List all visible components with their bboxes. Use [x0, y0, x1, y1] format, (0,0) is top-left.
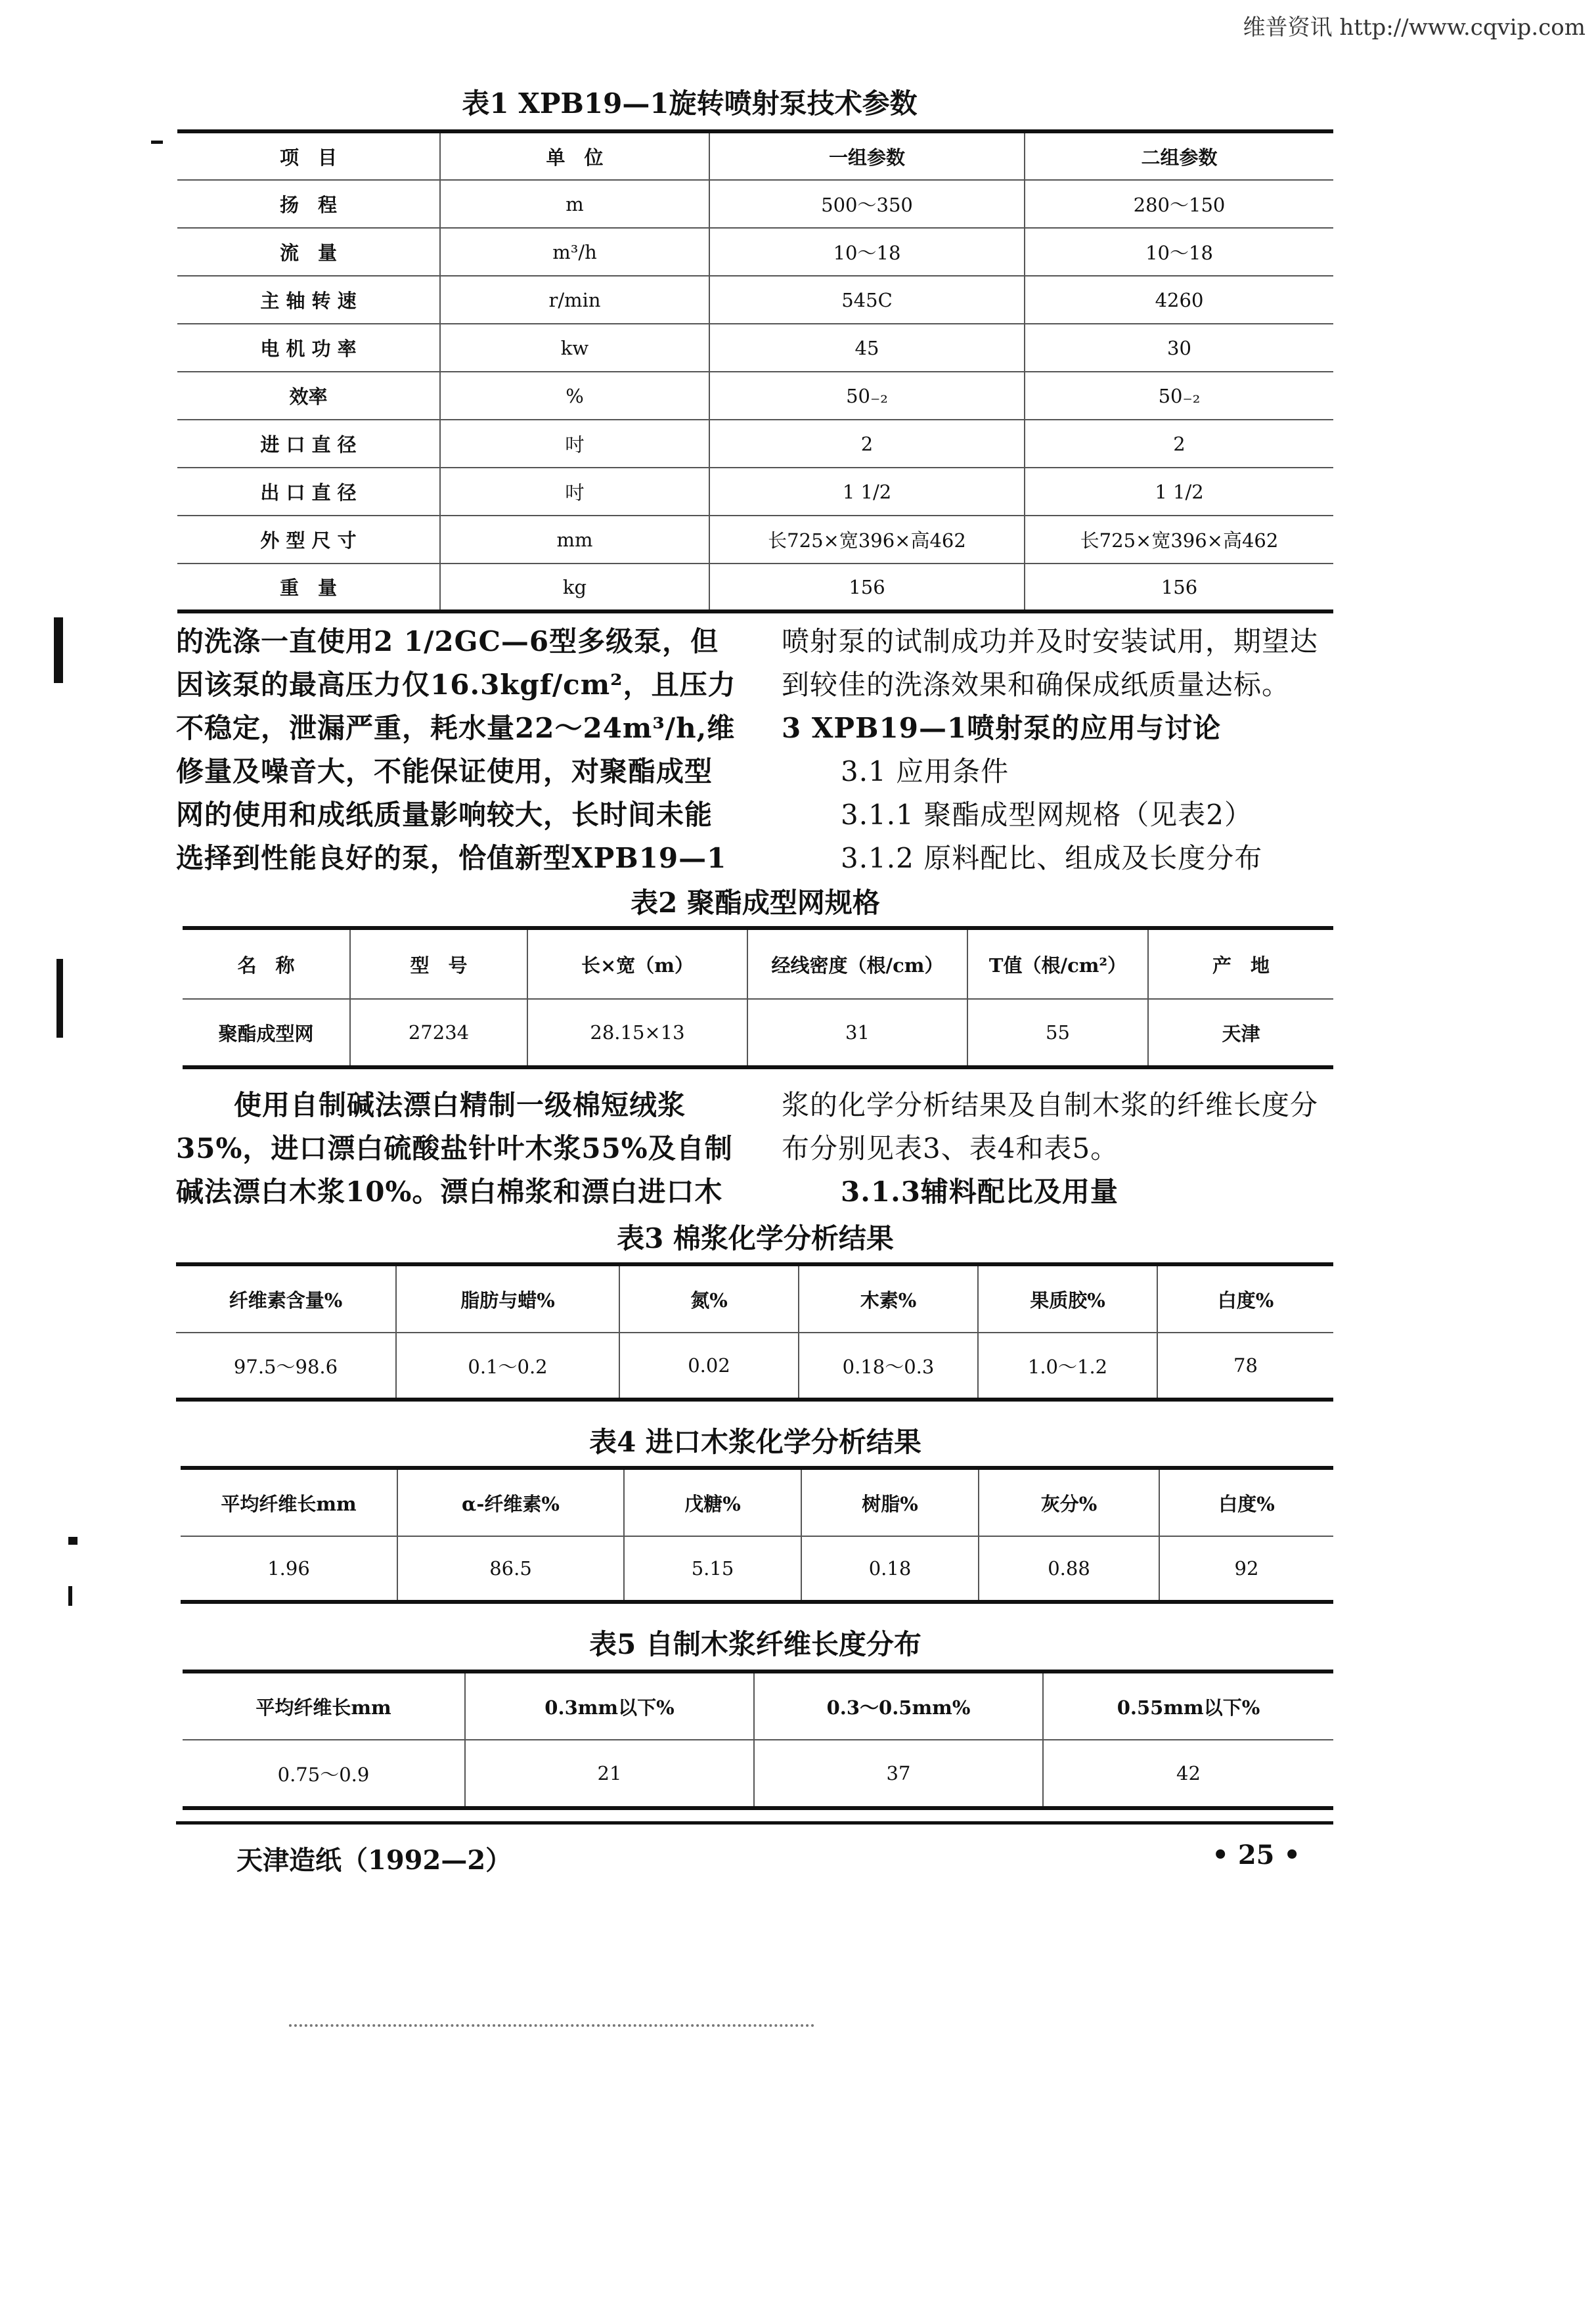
text-line: 碱法漂白木浆10%。漂白棉浆和漂白进口木: [176, 1176, 723, 1208]
text-line: 网的使用和成纸质量影响较大，长时间未能: [176, 799, 713, 831]
table2-cell: 27234: [350, 999, 527, 1067]
table2-cell: 31: [747, 999, 967, 1067]
footer-rule: [176, 1821, 1333, 1825]
table4-header: 平均纤维长mm: [221, 1492, 357, 1515]
table2-cell: 天津: [1148, 999, 1333, 1067]
table4: [181, 1466, 1333, 1604]
table1-cell: 吋: [440, 420, 709, 468]
table2: [183, 926, 1333, 1069]
text-line: 35%，进口漂白硫酸盐针叶木浆55%及自制: [176, 1132, 733, 1164]
table3-cell: 0.02: [619, 1333, 799, 1400]
page-number: • 25 •: [1212, 1840, 1300, 1870]
table1-cell: 30: [1025, 324, 1333, 372]
table2-caption: 表2 聚酯成型网规格: [631, 887, 880, 919]
table1-cell: kw: [440, 324, 709, 372]
table3-caption: 表3 棉浆化学分析结果: [617, 1222, 894, 1254]
table1-cell: 重 量: [177, 564, 440, 611]
text-line: 选择到性能良好的泵，恰值新型XPB19—1: [176, 842, 727, 874]
table5-caption: 表5 自制木浆纤维长度分布: [589, 1628, 921, 1660]
table4-cell: 0.88: [979, 1536, 1159, 1602]
table4-caption: 表4 进口木浆化学分析结果: [589, 1426, 921, 1458]
table1-cell: 1 1/2: [709, 468, 1025, 516]
table1-cell: 545C: [709, 276, 1025, 324]
table-row: [177, 180, 1333, 228]
table3-header: 木素%: [799, 1264, 978, 1333]
table1-cell: 1 1/2: [1025, 468, 1333, 516]
para2-left: [176, 1084, 734, 1214]
table1-cell: kg: [440, 564, 709, 611]
text-line: 使用自制碱法漂白精制一级棉短绒浆: [234, 1089, 686, 1121]
table-row: [181, 1536, 1333, 1602]
table1-cell: 500～350: [709, 180, 1025, 228]
table4-header: 戊糖%: [624, 1468, 801, 1536]
table2-header-row: [183, 928, 1333, 999]
text-line: 3.1.3辅料配比及用量: [841, 1176, 1119, 1208]
table1-cell: 流 量: [177, 228, 440, 276]
table-row: [177, 324, 1333, 372]
text-line: 因该泵的最高压力仅16.3kgf/cm²，且压力: [176, 669, 736, 701]
table5-cell: 0.75～0.9: [183, 1740, 465, 1808]
table1-caption: 表1 XPB19—1旋转喷射泵技术参数: [462, 87, 918, 120]
table2-header: 产 地: [1148, 928, 1333, 999]
table3-header: 氮%: [619, 1264, 799, 1333]
table1-cell: 电 机 功 率: [177, 324, 440, 372]
table-row: [177, 228, 1333, 276]
table3-cell: 0.1～0.2: [396, 1333, 619, 1400]
table2-cell: 28.15×13: [527, 999, 747, 1067]
table4-cell: 5.15: [624, 1536, 801, 1602]
table1-cell: 效率: [177, 372, 440, 420]
table1-cell: m³/h: [440, 228, 709, 276]
table1-cell: 10～18: [709, 228, 1025, 276]
scan-mark: [54, 617, 63, 683]
table5-header: 平均纤维长mm: [255, 1696, 391, 1719]
text-line: 3.1 应用条件: [841, 755, 1009, 787]
table1-cell: 50₋₂: [1025, 372, 1333, 420]
scan-mark: [56, 959, 63, 1038]
table3-cell: 97.5～98.6: [176, 1333, 396, 1400]
table2-header: 长×宽（m）: [527, 928, 747, 999]
table3-cell: 78: [1157, 1333, 1333, 1400]
table4-header: 灰分%: [979, 1468, 1159, 1536]
table-row: [177, 372, 1333, 420]
text-line: 不稳定，泄漏严重，耗水量22～24m³/h,维: [176, 712, 736, 744]
table-row: [177, 276, 1333, 324]
table1-cell: 156: [1025, 564, 1333, 611]
table2-header: T值（根/cm²）: [967, 928, 1148, 999]
table1-cell: 长725×宽396×高462: [1025, 516, 1333, 564]
text-line: 喷射泵的试制成功并及时安装试用，期望达: [782, 625, 1319, 657]
table1-cell: 主 轴 转 速: [177, 276, 440, 324]
text-line: 3.1.2 原料配比、组成及长度分布: [841, 842, 1263, 874]
table2-cell: 聚酯成型网: [183, 999, 350, 1067]
table-row: [177, 564, 1333, 611]
table5-cell: 21: [465, 1740, 754, 1808]
table1-header-row: [177, 131, 1333, 180]
table4-header: 树脂%: [801, 1468, 979, 1536]
table1-cell: mm: [440, 516, 709, 564]
text-line: 的洗涤一直使用2 1/2GC—6型多级泵，但: [176, 625, 719, 657]
table1-cell: 吋: [440, 468, 709, 516]
table1-cell: 45: [709, 324, 1025, 372]
table-row: [177, 516, 1333, 564]
table1-cell: 外 型 尺 寸: [177, 516, 440, 564]
table2-cell: 55: [967, 999, 1148, 1067]
table2-header: 经线密度（根/cm）: [747, 928, 967, 999]
table1-cell: 280～150: [1025, 180, 1333, 228]
table1-cell: 4260: [1025, 276, 1333, 324]
watermark: 维普资讯 http://www.cqvip.com: [1243, 14, 1585, 41]
scan-dots: [289, 2024, 814, 2031]
table1-header: 一组参数: [709, 131, 1025, 180]
table4-cell: 92: [1159, 1536, 1333, 1602]
table1-cell: %: [440, 372, 709, 420]
table3-cell: 1.0～1.2: [978, 1333, 1157, 1400]
scan-mark: [68, 1586, 72, 1606]
section-heading: 3 XPB19—1喷射泵的应用与讨论: [782, 712, 1222, 744]
table1-cell: 出 口 直 径: [177, 468, 440, 516]
table1-header: 二组参数: [1025, 131, 1333, 180]
table3-header: 白度%: [1157, 1264, 1333, 1333]
table5-header: 0.55mm以下%: [1043, 1671, 1333, 1740]
table5-cell: 37: [754, 1740, 1043, 1808]
table1-header: 单 位: [440, 131, 709, 180]
table4-header: α-纤维素%: [397, 1468, 624, 1536]
text-line: 浆的化学分析结果及自制木浆的纤维长度分: [782, 1089, 1319, 1121]
table5: [183, 1670, 1333, 1810]
table-row: [177, 468, 1333, 516]
scan-mark: [68, 1537, 78, 1545]
table1-cell: 50₋₂: [709, 372, 1025, 420]
scan-mark: [151, 141, 163, 144]
table1-cell: 2: [709, 420, 1025, 468]
table4-header-row: [181, 1468, 1333, 1536]
table3: [176, 1262, 1333, 1402]
table4-cell: 0.18: [801, 1536, 979, 1602]
para1-left: [176, 620, 734, 880]
para1-right: [782, 620, 1340, 880]
table3-header: 果质胶%: [978, 1264, 1157, 1333]
table1: [177, 129, 1333, 613]
table3-header: 脂肪与蜡%: [396, 1264, 619, 1333]
table5-header-row: [183, 1671, 1333, 1740]
text-line: 3.1.1 聚酯成型网规格（见表2）: [841, 799, 1252, 831]
table1-cell: 进 口 直 径: [177, 420, 440, 468]
table1-cell: 长725×宽396×高462: [709, 516, 1025, 564]
table-row: [176, 1333, 1333, 1400]
table3-header-row: [176, 1264, 1333, 1333]
table4-cell: 86.5: [397, 1536, 624, 1602]
table-row: [177, 420, 1333, 468]
table2-header: 型 号: [350, 928, 527, 999]
text-line: 布分别见表3、表4和表5。: [782, 1132, 1119, 1164]
table4-header: 白度%: [1159, 1468, 1333, 1536]
table5-header: 0.3～0.5mm%: [754, 1671, 1043, 1740]
table5-header: 0.3mm以下%: [465, 1671, 754, 1740]
table2-header: 名 称: [237, 954, 295, 977]
table-row: [183, 1740, 1333, 1808]
table5-cell: 42: [1043, 1740, 1333, 1808]
table1-cell: m: [440, 180, 709, 228]
table1-cell: 2: [1025, 420, 1333, 468]
para2-right: [782, 1084, 1340, 1214]
table1-cell: 156: [709, 564, 1025, 611]
table-row: [183, 999, 1333, 1067]
table4-cell: 1.96: [181, 1536, 397, 1602]
table1-cell: 扬 程: [177, 180, 440, 228]
table1-cell: r/min: [440, 276, 709, 324]
table1-cell: 10～18: [1025, 228, 1333, 276]
table3-cell: 0.18～0.3: [799, 1333, 978, 1400]
text-line: 到较佳的洗涤效果和确保成纸质量达标。: [782, 669, 1291, 701]
table3-header: 纤维素含量%: [229, 1289, 343, 1312]
text-line: 修量及噪音大，不能保证使用，对聚酯成型: [176, 755, 713, 787]
journal-name: 天津造纸（1992—2）: [236, 1845, 512, 1876]
table1-header: 项 目: [279, 146, 337, 169]
